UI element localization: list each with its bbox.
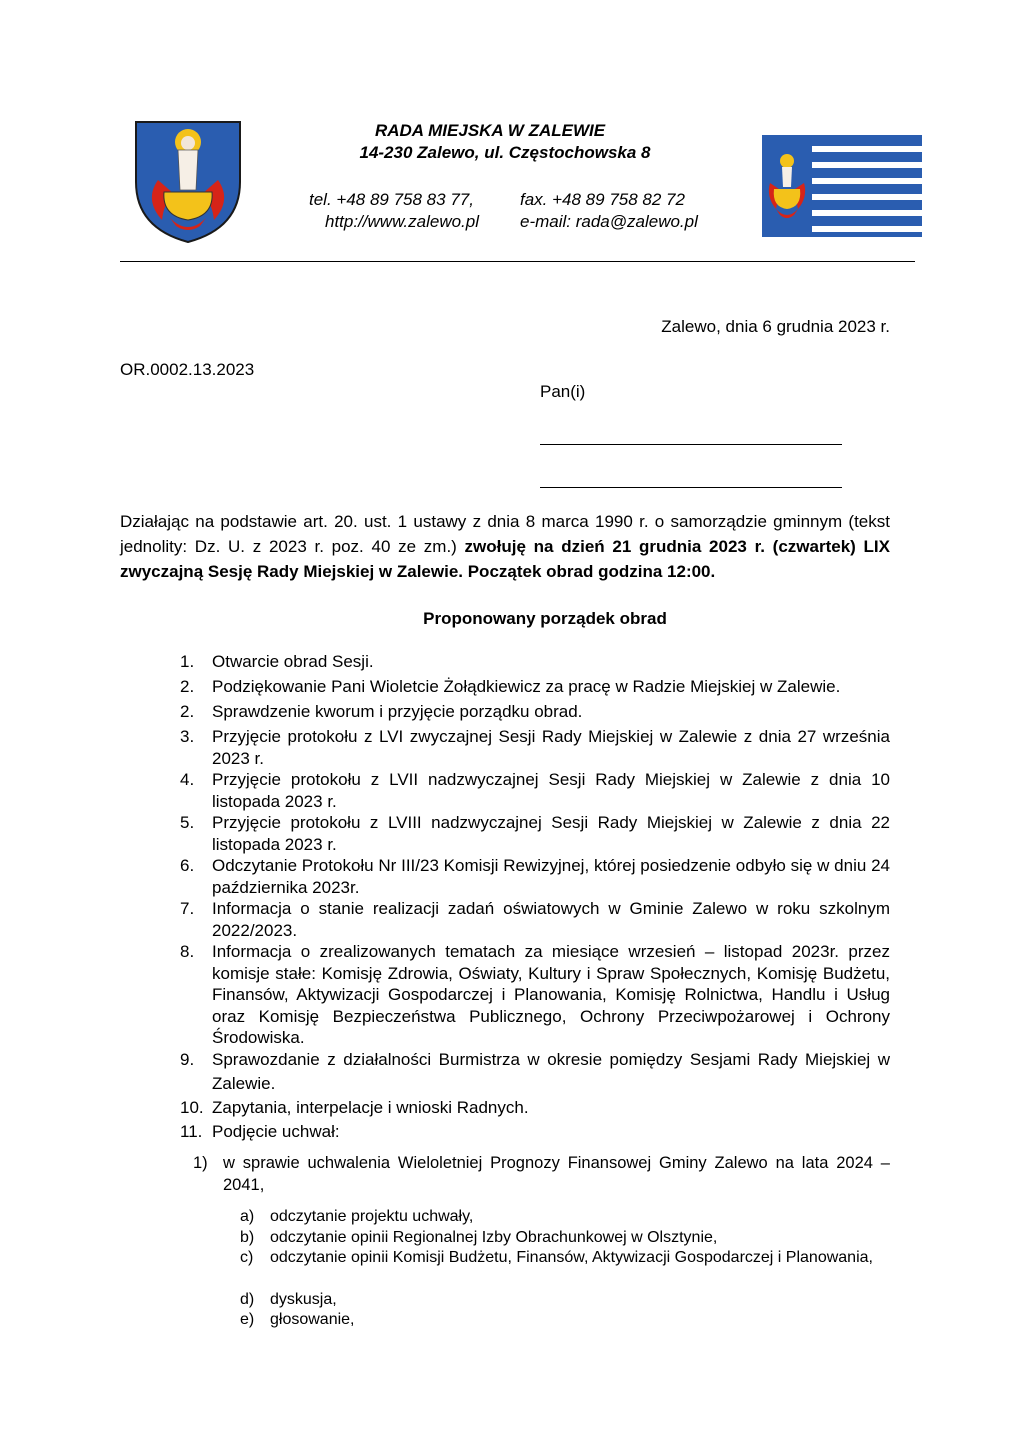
agenda-item-text: Odczytanie Protokołu Nr III/23 Komisji Rewizyjnej, której posiedzenie odbyło się w dniu 24 października 2023r. <box>212 856 890 897</box>
resolution-text: w sprawie uchwalenia Wieloletniej Prognozy Finansowej Gminy Zalewo na lata 2024 – 2041, <box>223 1154 890 1194</box>
step-text: odczytanie projektu uchwały, <box>270 1208 474 1225</box>
agenda-item-number: 9. <box>180 1050 195 1069</box>
step-text: dyskusja, <box>270 1291 337 1308</box>
step-letter: b) <box>240 1229 255 1246</box>
agenda-item <box>180 1097 890 1119</box>
council-title: RADA MIEJSKA W ZALEWIE <box>374 121 606 140</box>
email-link[interactable]: e-mail: rada@zalewo.pl <box>520 212 698 231</box>
agenda-item-number: 8. <box>180 942 195 961</box>
resolution-number: 1) <box>193 1154 208 1172</box>
agenda-item-text: Zapytania, interpelacje i wnioski Radnych. <box>212 1098 529 1117</box>
agenda-item <box>180 1048 890 1096</box>
agenda-item <box>180 676 890 698</box>
resolution-item <box>193 1153 890 1196</box>
agenda-item-number: 2. <box>180 677 195 696</box>
agenda-item-text: Podjęcie uchwał: <box>212 1122 340 1141</box>
resolution-step <box>240 1290 890 1311</box>
reference-number: OR.0002.13.2023 <box>120 360 255 379</box>
agenda-item-number: 7. <box>180 899 195 918</box>
agenda-item-number: 10. <box>180 1098 204 1117</box>
agenda-item-text: Przyjęcie protokołu z LVIII nadzwyczajnej Sesji Rady Miejskiej w Zalewie z dnia 22 listopada 2023 r. <box>212 813 890 854</box>
recipient-label: Pan(i) <box>540 382 586 401</box>
agenda-title: Proponowany porządek obrad <box>423 609 667 628</box>
phone-number: tel. +48 89 758 83 77, <box>309 190 474 209</box>
agenda-item <box>180 898 890 941</box>
step-letter: c) <box>240 1249 254 1266</box>
resolution-step <box>240 1228 890 1249</box>
agenda-item-number: 3. <box>180 727 195 746</box>
agenda-item-text: Sprawozdanie z działalności Burmistrza w okresie pomiędzy Sesjami Rady Miejskiej w Zalewie. <box>212 1050 890 1093</box>
resolution-step <box>240 1207 890 1228</box>
fax-number: fax. +48 89 758 82 72 <box>520 190 685 209</box>
header-divider <box>120 261 915 262</box>
step-text: odczytanie opinii Komisji Budżetu, Finansów, Aktywizacji Gospodarczej i Planowania, <box>270 1249 873 1266</box>
letter-date: Zalewo, dnia 6 grudnia 2023 r. <box>661 317 890 336</box>
agenda-item-text: Przyjęcie protokołu z LVII nadzwyczajnej Sesji Rady Miejskiej w Zalewie z dnia 10 listopada 2023 r. <box>212 770 890 811</box>
agenda-item-text: Podziękowanie Pani Wioletcie Żołądkiewicz za pracę w Radzie Miejskiej w Zalewie. <box>212 677 841 696</box>
step-letter: e) <box>240 1311 255 1328</box>
council-address: 14-230 Zalewo, ul. Częstochowska 8 <box>359 143 651 162</box>
recipient-blank-line <box>540 444 842 445</box>
agenda-item <box>180 1121 890 1143</box>
agenda-item-number: 5. <box>180 813 195 832</box>
agenda-item-number: 11. <box>180 1122 203 1141</box>
agenda-item-text: Sprawdzenie kworum i przyjęcie porządku obrad. <box>212 702 583 721</box>
website-link[interactable]: http://www.zalewo.pl <box>325 212 480 231</box>
resolution-step <box>240 1310 890 1331</box>
step-letter: d) <box>240 1291 255 1308</box>
agenda-item <box>180 855 890 898</box>
agenda-item-text: Informacja o stanie realizacji zadań oświatowych w Gminie Zalewo w roku szkolnym 2022/2023. <box>212 899 890 940</box>
agenda-item <box>180 769 890 812</box>
convocation-announcement: zwołuję na dzień 21 grudnia 2023 r. (czwartek) LIX zwyczajną Sesję Rady Miejskiej w Zalewie. Początek obrad godzina 12:00. <box>120 537 890 581</box>
agenda-item-number: 1. <box>180 652 195 671</box>
agenda-item <box>180 651 890 673</box>
step-letter: a) <box>240 1208 255 1225</box>
agenda-item-number: 2. <box>180 702 195 721</box>
convocation-paragraph <box>120 509 890 584</box>
resolution-step <box>240 1248 890 1269</box>
coat-of-arms-icon <box>134 120 242 244</box>
step-text: głosowanie, <box>270 1311 355 1328</box>
agenda-item-number: 4. <box>180 770 195 789</box>
flag-icon <box>762 135 922 237</box>
agenda-item <box>180 941 890 1049</box>
agenda-item <box>180 812 890 855</box>
recipient-blank-line <box>540 487 842 488</box>
convocation-legal-basis: Działając na podstawie art. 20. ust. 1 ustawy z dnia 8 marca 1990 r. o samorządzie gminnym (tekst jednolity: Dz. U. z 2023 r. poz. 40 ze zm.) <box>120 512 890 556</box>
agenda-item-number: 6. <box>180 856 195 875</box>
agenda-item-text: Informacja o zrealizowanych tematach za miesiące wrzesień – listopad 2023r. przez komisje stałe: Komisję Zdrowia, Oświaty, Kultury i Spraw Społecznych, Komisję Budżetu, Finansów, Aktywizacji Gospodarczej i Planowania, Komisję Rolnictwa, Handlu i Usług oraz Komisję Bezpieczeństwa Publicznego, Ochrony Przeciwpożarowej i Ochrony Środowiska. <box>212 942 890 1047</box>
agenda-item-text: Otwarcie obrad Sesji. <box>212 652 374 671</box>
agenda-item <box>180 701 890 723</box>
agenda-item <box>180 726 890 769</box>
step-text: odczytanie opinii Regionalnej Izby Obrachunkowej w Olsztynie, <box>270 1229 718 1246</box>
agenda-item-text: Przyjęcie protokołu z LVI zwyczajnej Sesji Rady Miejskiej w Zalewie z dnia 27 września 2023 r. <box>212 727 890 768</box>
